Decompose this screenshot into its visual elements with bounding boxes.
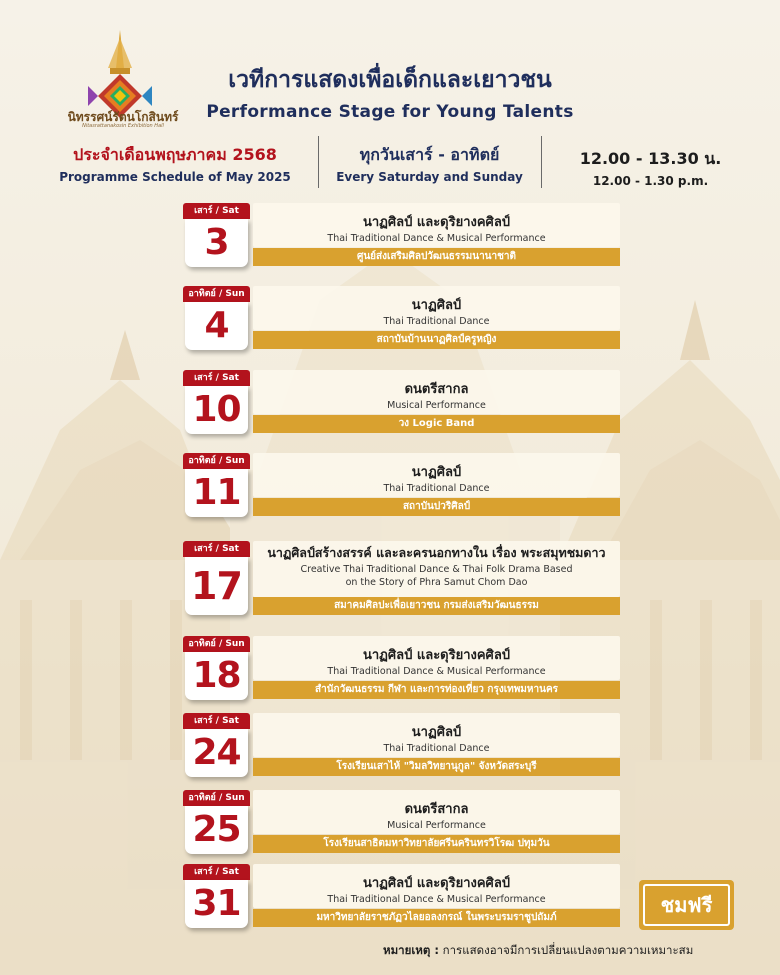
time-thai: 12.00 - 13.30 น. xyxy=(579,149,722,168)
event-title-card xyxy=(253,636,620,680)
date-number: 25 xyxy=(185,806,248,854)
days-english: Every Saturday and Sunday xyxy=(336,170,523,184)
event-row-may-10 xyxy=(183,370,620,434)
date-number: 3 xyxy=(185,219,248,267)
day-label: อาทิตย์ / Sun xyxy=(183,636,250,652)
date-number: 10 xyxy=(185,386,248,434)
event-title-english-line-2: on the Story of Phra Samut Chom Dao xyxy=(345,577,528,588)
day-label: อาทิตย์ / Sun xyxy=(183,453,250,469)
time-header xyxy=(548,143,753,188)
day-label: เสาร์ / Sat xyxy=(183,864,250,880)
event-title-card xyxy=(253,790,620,834)
event-row-may-4 xyxy=(183,286,620,350)
date-number: 31 xyxy=(185,880,248,928)
logo-subtitle: Nitasrattanakosin Exhibition Hall xyxy=(82,123,164,129)
date-number: 18 xyxy=(185,652,248,700)
event-performer-bar: สถาบันปวริศิลป์ xyxy=(253,498,620,516)
time-english: 12.00 - 1.30 p.m. xyxy=(592,174,709,188)
event-title-english: Thai Traditional Dance & Musical Performance xyxy=(327,894,546,905)
event-row-may-31 xyxy=(183,864,620,928)
event-row-may-24 xyxy=(183,713,620,777)
event-title-english: Thai Traditional Dance xyxy=(383,743,490,754)
header-divider-2 xyxy=(541,136,542,188)
event-title-english: Musical Performance xyxy=(387,820,486,831)
page-title-english: Performance Stage for Young Talents xyxy=(206,102,574,122)
day-label: อาทิตย์ / Sun xyxy=(183,790,250,806)
event-title-thai: ดนตรีสากล xyxy=(404,382,469,397)
event-title-card xyxy=(253,370,620,414)
month-header xyxy=(55,143,295,184)
event-title-english: Creative Thai Traditional Dance & Thai Folk Drama Based xyxy=(300,564,573,575)
event-row-may-17 xyxy=(183,541,620,616)
day-label: เสาร์ / Sat xyxy=(183,541,250,557)
event-performer-bar: วง Logic Band xyxy=(253,415,620,433)
event-title-english: Thai Traditional Dance & Musical Performance xyxy=(327,233,546,244)
event-title-thai: ดนตรีสากล xyxy=(404,802,469,817)
day-label: เสาร์ / Sat xyxy=(183,370,250,386)
days-header xyxy=(322,143,537,184)
event-title-thai: นาฏศิลป์ และดุริยางคศิลป์ xyxy=(362,876,511,891)
free-admission-badge xyxy=(639,880,734,930)
event-row-may-18 xyxy=(183,636,620,700)
event-performer-bar: สมาคมศิลปะเพื่อเยาวชน กรมส่งเสริมวัฒนธรรม xyxy=(253,597,620,615)
event-title-english: Thai Traditional Dance xyxy=(383,316,490,327)
footnote xyxy=(383,942,763,960)
event-title-card xyxy=(253,864,620,908)
day-label: อาทิตย์ / Sun xyxy=(183,286,250,302)
event-title-thai: นาฏศิลป์ และดุริยางคศิลป์ xyxy=(362,648,511,663)
event-performer-bar: มหาวิทยาลัยราชภัฏวไลยอลงกรณ์ ในพระบรมราชูปถัมภ์ xyxy=(253,909,620,927)
event-title-thai: นาฏศิลป์สร้างสรรค์ และละครนอกทางใน เรื่อง พระสมุทชมดาว xyxy=(267,545,606,560)
event-title-card xyxy=(253,203,620,247)
event-performer-bar: สถาบันบ้านนาฏศิลป์ครูหญิง xyxy=(253,331,620,349)
logo-name: นิทรรศน์รัตนโกสินทร์ xyxy=(67,110,179,124)
event-title-english: Musical Performance xyxy=(387,400,486,411)
event-performer-bar: โรงเรียนเสาไห้ "วิมลวิทยานุกูล" จังหวัดสระบุรี xyxy=(253,758,620,776)
event-row-may-25 xyxy=(183,790,620,854)
date-number: 24 xyxy=(185,729,248,777)
event-title-card xyxy=(253,453,620,497)
event-title-thai: นาฏศิลป์ และดุริยางคศิลป์ xyxy=(362,215,511,230)
event-title-thai: นาฏศิลป์ xyxy=(411,465,462,480)
day-label: เสาร์ / Sat xyxy=(183,713,250,729)
footnote-label: หมายเหตุ : xyxy=(383,943,439,957)
event-performer-bar: ศูนย์ส่งเสริมศิลปวัฒนธรรมนานาชาติ xyxy=(253,248,620,266)
event-row-may-3 xyxy=(183,203,620,267)
month-thai: ประจำเดือนพฤษภาคม 2568 xyxy=(73,145,277,164)
event-title-card xyxy=(253,286,620,330)
month-english: Programme Schedule of May 2025 xyxy=(59,170,291,184)
event-performer-bar: โรงเรียนสาธิตมหาวิทยาลัยศรีนครินทรวิโรฒ ปทุมวัน xyxy=(253,835,620,853)
event-performer-bar: สำนักวัฒนธรรม กีฬา และการท่องเที่ยว กรุงเทพมหานคร xyxy=(253,681,620,699)
event-title-english: Thai Traditional Dance xyxy=(383,483,490,494)
event-title-thai: นาฏศิลป์ xyxy=(411,298,462,313)
event-title-card xyxy=(253,713,620,757)
date-number: 11 xyxy=(185,469,248,517)
day-label: เสาร์ / Sat xyxy=(183,203,250,219)
footnote-text: การแสดงอาจมีการเปลี่ยนแปลงตามความเหมาะสม xyxy=(442,943,694,957)
page-title-thai: เวทีการแสดงเพื่อเด็กและเยาวชน xyxy=(228,67,552,93)
free-admission-label: ชมฟรี xyxy=(643,884,730,926)
event-row-may-11 xyxy=(183,453,620,517)
date-number: 4 xyxy=(185,302,248,350)
days-thai: ทุกวันเสาร์ - อาทิตย์ xyxy=(359,145,500,164)
date-number: 17 xyxy=(185,557,248,615)
event-title-english: Thai Traditional Dance & Musical Performance xyxy=(327,666,546,677)
event-title-thai: นาฏศิลป์ xyxy=(411,725,462,740)
header-divider-1 xyxy=(318,136,319,188)
event-title-card xyxy=(253,541,620,597)
